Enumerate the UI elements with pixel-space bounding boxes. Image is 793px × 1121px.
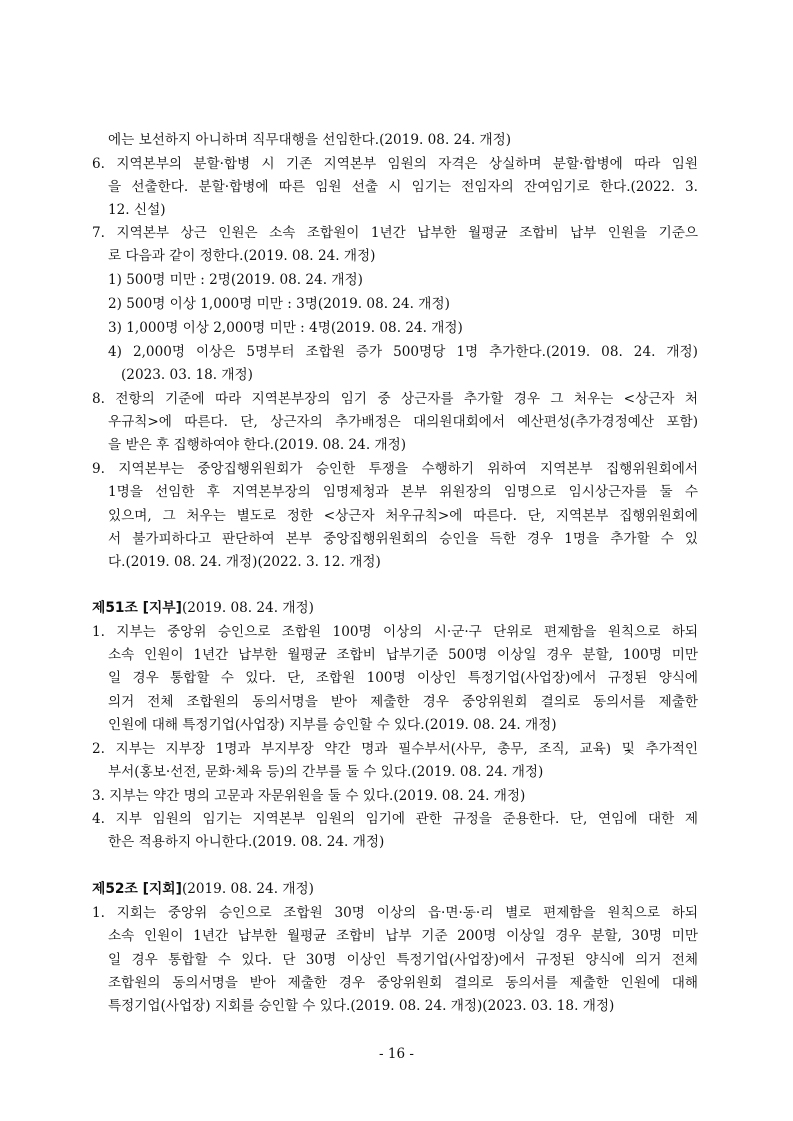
art51-p1-line-5: 인원에 대해 특정기업(사업장) 지부를 승인할 수 있다.(2019. 08. 24. 개정): [108, 717, 557, 733]
art51-p2-line-1: 2. 지부는 지부장 1명과 부지부장 약간 명과 필수부서(사무, 총무, 조직, 교육) 및 추가적인: [92, 741, 698, 757]
art51-p2-line-2: 부서(홍보·선전, 문화·체육 등)의 간부를 둘 수 있다.(2019. 08. 24. 개정): [108, 764, 544, 780]
article-52-amend: (2019. 08. 24. 개정): [181, 881, 314, 897]
art51-p1-line-3: 일 경우 통합할 수 있다. 단, 조합원 100명 이상인 특정기업(사업장)에서 규정된 양식에: [108, 670, 698, 686]
paragraph-7-item-4: 4) 2,000명 이상은 5명부터 조합원 증가 500명당 1명 추가한다.(2019. 08. 24. 개정): [108, 344, 698, 360]
art51-p1-line-4: 의거 전체 조합원의 동의서명을 받아 제출한 경우 중앙위원회 결의로 동의서를 제출한: [108, 694, 698, 710]
article-52-title: 제52조 [지회]: [92, 881, 182, 897]
paragraph-9-line-4: 서 불가피하다고 판단하여 본부 중앙집행위원회의 승인을 득한 경우 1명을 추가할 수 있: [108, 531, 698, 547]
paragraph-9-line-3: 있으며, 그 처우는 별도로 정한 <상근자 처우규칙>에 따른다. 단, 지역본부 집행위원회에: [108, 508, 698, 524]
art52-p1-line-5: 특정기업(사업장) 지회를 승인할 수 있다.(2019. 08. 24. 개정)(2023. 03. 18. 개정): [108, 998, 615, 1014]
paragraph-7-line-1: 7. 지역본부 상근 인원은 소속 조합원이 1년간 납부한 월평균 조합비 납부 인원을 기준으: [92, 225, 698, 241]
paragraph-7-item-4-cont: (2023. 03. 18. 개정): [121, 367, 253, 383]
paragraph-7-item-3: 3) 1,000명 이상 2,000명 미만 : 4명(2019. 08. 24. 개정): [108, 320, 463, 336]
art52-p1-line-1: 1. 지회는 중앙위 승인으로 조합원 30명 이상의 읍·면·동·리 별로 편제함을 원칙으로 하되: [92, 905, 698, 921]
paragraph-6-line-1: 6. 지역본부의 분할·합병 시 기존 지역본부 임원의 자격은 상실하며 분할·합병에 따라 임원: [92, 156, 698, 172]
paragraph-5-tail: 에는 보선하지 아니하며 직무대행을 선임한다.(2019. 08. 24. 개정): [108, 132, 512, 148]
article-51-heading: [92, 598, 314, 618]
art52-p1-line-2: 소속 인원이 1년간 납부한 월평균 조합비 납부 기준 200명 이상일 경우 분할, 30명 미만: [108, 928, 698, 944]
art51-p4-line-1: 4. 지부 임원의 임기는 지역본부 임원의 임기에 관한 규정을 준용한다. 단, 연임에 대한 제: [92, 811, 698, 827]
article-52-heading: [92, 879, 314, 899]
article-51-title: 제51조 [지부]: [92, 600, 182, 616]
page-number: - 16 -: [379, 1046, 414, 1062]
paragraph-7-item-1: 1) 500명 미만 : 2명(2019. 08. 24. 개정): [108, 272, 363, 288]
art51-p1-line-2: 소속 인원이 1년간 납부한 월평균 조합비 납부기준 500명 이상일 경우 분할, 100명 미만: [108, 647, 698, 663]
paragraph-7-item-2: 2) 500명 이상 1,000명 미만 : 3명(2019. 08. 24. 개정): [108, 296, 450, 312]
paragraph-8-line-1: 8. 전항의 기준에 따라 지역본부장의 임기 중 상근자를 추가할 경우 그 처우는 <상근자 처: [92, 391, 698, 407]
paragraph-8-line-3: 을 받은 후 집행하여야 한다.(2019. 08. 24. 개정): [108, 437, 407, 453]
article-51-amend: (2019. 08. 24. 개정): [181, 600, 314, 616]
paragraph-9-line-1: 9. 지역본부는 중앙집행위원회가 승인한 투쟁을 수행하기 위하여 지역본부 집행위원회에서: [92, 461, 698, 477]
art51-p4-line-2: 한은 적용하지 아니한다.(2019. 08. 24. 개정): [108, 834, 385, 850]
art52-p1-line-4: 조합원의 동의서명을 받아 제출한 경우 중앙위원회 결의로 동의서를 제출한 인원에 대해: [108, 975, 698, 991]
art52-p1-line-3: 일 경우 통합할 수 있다. 단 30명 이상인 특정기업(사업장)에서 규정된 양식에 의거 전체: [108, 952, 698, 968]
paragraph-6-line-3: 12. 신설): [108, 202, 166, 218]
paragraph-9-line-5: 다.(2019. 08. 24. 개정)(2022. 3. 12. 개정): [108, 554, 381, 570]
art51-p3: 3. 지부는 약간 명의 고문과 자문위원을 둘 수 있다.(2019. 08. 24. 개정): [92, 788, 526, 804]
paragraph-6-line-2: 을 선출한다. 분할·합병에 따른 임원 선출 시 임기는 전임자의 잔여임기로 한다.(2022. 3.: [108, 179, 698, 195]
paragraph-8-line-2: 우규칙>에 따른다. 단, 상근자의 추가배정은 대의원대회에서 예산편성(추가경정예산 포함): [108, 414, 698, 430]
art51-p1-line-1: 1. 지부는 중앙위 승인으로 조합원 100명 이상의 시·군·구 단위로 편제함을 원칙으로 하되: [92, 624, 698, 640]
paragraph-7-line-2: 로 다음과 같이 정한다.(2019. 08. 24. 개정): [108, 248, 376, 264]
paragraph-9-line-2: 1명을 선임한 후 지역본부장의 임명제청과 본부 위원장의 임명으로 임시상근자를 둘 수: [108, 484, 698, 500]
